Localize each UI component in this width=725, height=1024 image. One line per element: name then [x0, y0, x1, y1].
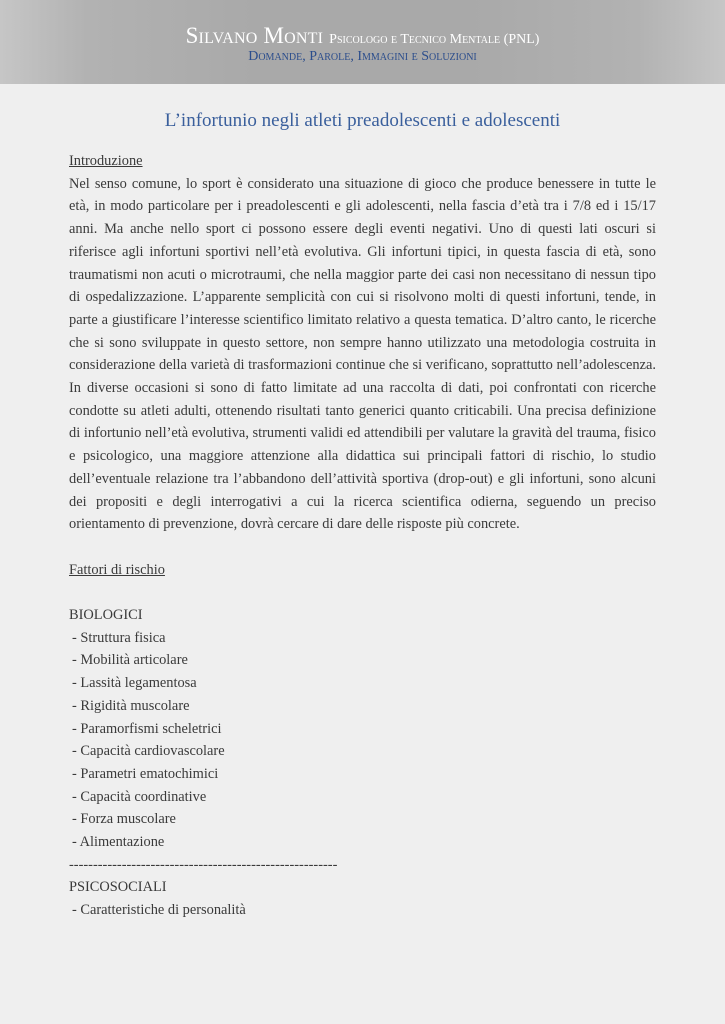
list-item: - Caratteristiche di personalità	[72, 902, 246, 919]
header-title-line	[0, 23, 725, 49]
author-name: Silvano Monti	[185, 23, 324, 48]
list-item: - Alimentazione	[72, 834, 165, 851]
list-item: - Lassità legamentosa	[72, 675, 197, 692]
list-item: - Paramorfismi scheletrici	[72, 720, 222, 737]
spacer	[69, 581, 656, 604]
spacer	[69, 536, 656, 559]
list-item: - Rigidità muscolare	[72, 697, 190, 714]
page-header	[0, 0, 725, 84]
list-item: - Parametri ematochimici	[72, 765, 219, 782]
biological-list	[69, 627, 656, 854]
intro-heading: Introduzione	[69, 153, 143, 169]
author-role: Psicologo e Tecnico Mentale (PNL)	[329, 32, 540, 47]
psychosocial-list	[69, 899, 656, 922]
document-title: L’infortunio negli atleti preadolescenti e adolescenti	[164, 110, 561, 131]
list-item: - Capacità cardiovascolare	[72, 743, 225, 760]
biological-heading: BIOLOGICI	[69, 607, 143, 624]
intro-paragraph: Nel senso comune, lo sport è considerato una situazione di gioco che produce benessere in tutte le età, in modo particolare per i preadolescenti e gli adolescenti, nella fascia d’età tra i 7/8 ed i 15/17 anni. Ma anche nello sport ci possono essere degli eventi negativi. Uno di questi lati oscuri si riferisce agli infortuni sportivi nell’età evolutiva. Gli infortuni tipici, in questa fascia di età, sono traumatismi non acuti o microtraumi, che nella maggior parte dei casi non necessitano di nessun tipo di ospedalizzazione. L’apparente semplicità con cui si risolvono molti di questi infortuni, tende, in parte a giustificare l’interesse scientifico limitato relativo a questa tematica. D’altro canto, le ricerche che si sono sviluppate in questo settore, non sempre hanno utilizzato una metodologia costruita in considerazione della varietà di trasformazioni continue che si verificano, soprattutto nell’adolescenza. In diverse occasioni si sono di fatto limitate ad una raccolta di dati, poi confrontati con ricerche condotte su atleti adulti, ottenendo risultati tanto generici quanto criticabili. Una precisa definizione di infortunio nell’età evolutiva, strumenti validi ed attendibili per valutare la gravità del trauma, fisico e psicologico, una maggiore attenzione alla didattica sui principali fattori di rischio, lo studio dell’eventuale relazione tra l’abbandono dell’attività sportiva (drop-out) e gli infortuni, sono alcuni dei propositi e degli interrogativi a cui la ricerca scientifica odierna, seguendo un preciso orientamento di prevenzione, dovrà cercare di dare delle risposte più concrete.	[69, 175, 656, 533]
risk-factors-heading: Fattori di rischio	[69, 561, 165, 578]
header-tagline: Domande, Parole, Immagini e Soluzioni	[248, 49, 477, 64]
list-item: - Struttura fisica	[72, 629, 166, 646]
separator-line: --------------------------------------------------------	[69, 856, 338, 873]
list-item: - Mobilità articolare	[72, 652, 188, 669]
list-item: - Capacità coordinative	[72, 788, 207, 805]
list-item: - Forza muscolare	[72, 811, 176, 828]
document-body	[69, 150, 656, 922]
psychosocial-heading: PSICOSOCIALI	[69, 879, 167, 896]
